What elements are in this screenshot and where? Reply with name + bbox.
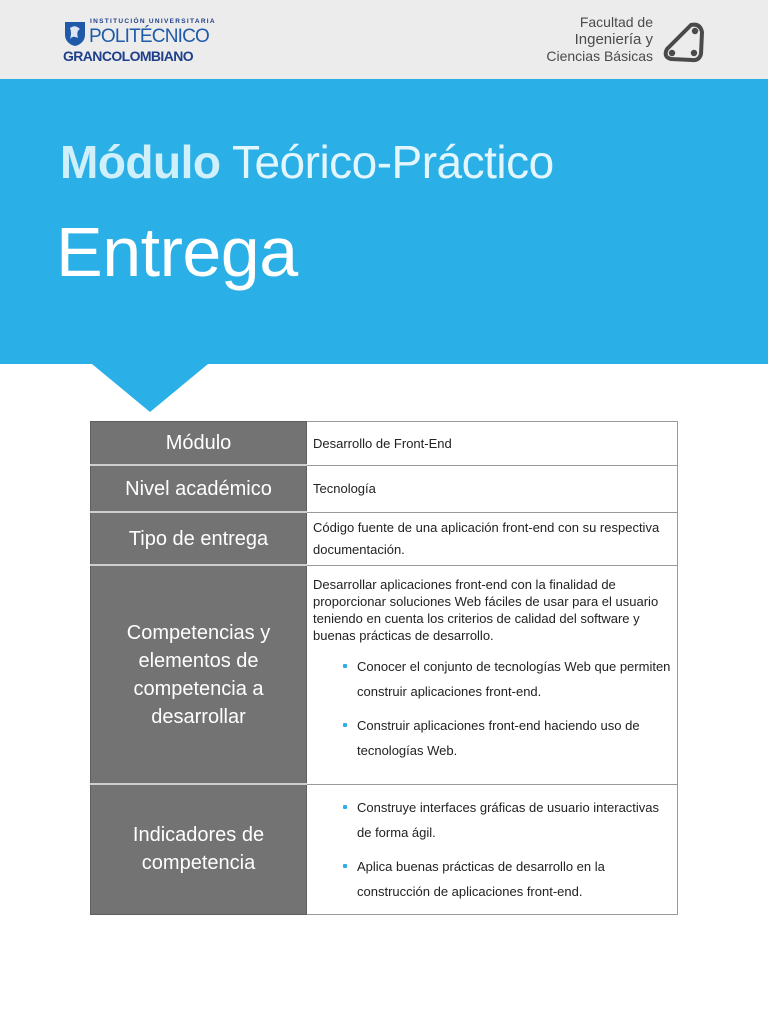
row-value	[307, 512, 678, 565]
module-title-bold: Módulo	[60, 136, 221, 188]
logo-line-2: POLITÉCNICO	[89, 26, 209, 47]
faculty-line-2: Ingeniería y	[574, 31, 653, 48]
row-label: Tipo de entrega	[91, 512, 307, 565]
row-value	[307, 784, 678, 914]
table-row	[91, 784, 678, 914]
gear-network-icon	[660, 19, 706, 65]
banner-pointer	[92, 364, 208, 412]
list-item: Conocer el conjunto de tecnologías Web que permiten construir aplicaciones front-end.	[339, 654, 672, 704]
row-label: Módulo	[91, 422, 307, 466]
shield-icon	[64, 21, 86, 47]
module-title	[60, 135, 554, 189]
competency-description: Desarrollar aplicaciones front-end con la finalidad de proporcionar soluciones Web fáciles de usar para el usuario teniendo en cuenta los criterios de calidad del software y buenas prácticas de desarrollo.	[313, 576, 659, 643]
faculty-line-1: Facultad de	[579, 14, 653, 30]
module-title-light: Teórico-Práctico	[231, 136, 554, 188]
row-label: Indicadores de competencia	[91, 784, 307, 914]
row-value-text: Código fuente de una aplicación front-end con su respectiva documentación.	[313, 519, 660, 557]
institution-logo	[62, 18, 216, 66]
module-info-table	[90, 421, 678, 915]
row-label: Nivel académico	[91, 465, 307, 512]
faculty-line-3: Ciencias Básicas	[546, 48, 653, 64]
indicator-list	[313, 795, 672, 904]
list-item: Construye interfaces gráficas de usuario interactivas de forma ágil.	[339, 795, 672, 845]
table-row	[91, 422, 678, 466]
row-label: Competencias y elementos de competencia a desarrollar	[91, 565, 307, 784]
header-bar	[0, 0, 768, 79]
table-row	[91, 565, 678, 784]
competency-list	[313, 654, 672, 763]
logo-line-1: INSTITUCIÓN UNIVERSITARIA	[90, 18, 216, 25]
list-item: Construir aplicaciones front-end haciendo uso de tecnologías Web.	[339, 713, 672, 763]
row-value	[307, 565, 678, 784]
page-heading: Entrega	[56, 213, 298, 291]
row-value: Desarrollo de Front-End	[307, 422, 678, 466]
list-item: Aplica buenas prácticas de desarrollo en la construcción de aplicaciones front-end.	[339, 854, 672, 904]
logo-line-3: GRANCOLOMBIANO	[63, 48, 194, 64]
row-value: Tecnología	[307, 465, 678, 512]
table-row	[91, 512, 678, 565]
faculty-name	[546, 14, 653, 65]
table-row	[91, 465, 678, 512]
